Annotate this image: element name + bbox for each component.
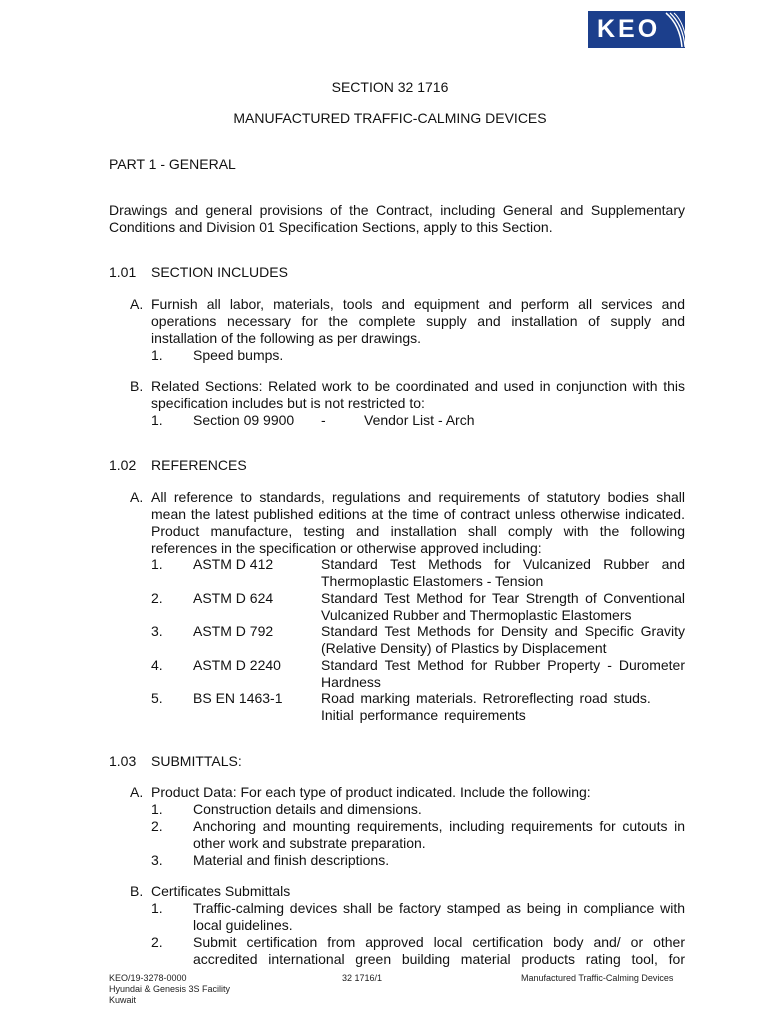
product-data-text: Product Data: For each type of product indicated. Include the following: — [151, 784, 591, 800]
part-heading: PART 1 - GENERAL — [109, 156, 236, 172]
reference-code: ASTM D 412 — [193, 556, 274, 572]
footer-project: Hyundai & Genesis 3S Facility — [109, 984, 231, 994]
reference-number: 3. — [151, 623, 163, 639]
list-number: 3. — [151, 852, 163, 868]
logo-text: KEO — [597, 15, 661, 43]
reference-code: ASTM D 792 — [193, 623, 274, 639]
section-1-02-number: 1.02 — [109, 457, 137, 473]
reference-code: ASTM D 2240 — [193, 657, 281, 673]
section-1-01-title: SECTION INCLUDES — [151, 264, 288, 280]
list-item-text: Speed bumps. — [193, 347, 284, 363]
footer-doc-number: KEO/19-3278-0000 — [109, 973, 187, 983]
related-section-code: Section 09 9900 — [193, 412, 295, 428]
reference-number: 1. — [151, 556, 163, 572]
list-item-text: Material and finish descriptions. — [193, 852, 390, 868]
reference-title: Standard Test Method for Tear Strength of Conventional Vulcanized Rubber and Thermoplastic Elastomers — [321, 590, 685, 623]
reference-code: BS EN 1463-1 — [193, 690, 283, 706]
list-item-text: Traffic-calming devices shall be factory stamped as being in compliance with local guidelines. — [193, 900, 685, 933]
section-1-02-title: REFERENCES — [151, 457, 247, 473]
list-item-text: Anchoring and mounting requirements, including requirements for cutouts in other work and substrate preparation. — [193, 818, 685, 851]
reference-title: Standard Test Method for Rubber Property - Durometer Hardness — [321, 657, 685, 690]
certificates-heading: Certificates Submittals — [151, 883, 291, 899]
related-section-name: Vendor List - Arch — [364, 412, 475, 428]
footer-title: Manufactured Traffic-Calming Devices — [521, 973, 674, 983]
reference-title: Standard Test Methods for Vulcanized Rubber and Thermoplastic Elastomers - Tension — [321, 556, 685, 589]
section-1-01-number: 1.01 — [109, 264, 137, 280]
list-number: 1. — [151, 412, 163, 428]
item-a-text: Furnish all labor, materials, tools and equipment and perform all services and operations necessary for the complete supply and installation of supply and installation of the following as per drawings. — [151, 296, 685, 346]
list-number: 2. — [151, 818, 163, 834]
section-title: MANUFACTURED TRAFFIC-CALMING DEVICES — [233, 110, 547, 126]
item-letter: A. — [130, 489, 144, 505]
reference-number: 2. — [151, 590, 163, 606]
item-b-text: Related Sections: Related work to be coordinated and used in conjunction with this specification includes but is not restricted to: — [151, 378, 685, 411]
item-letter: A. — [130, 296, 144, 312]
list-number: 1. — [151, 801, 163, 817]
reference-title: Standard Test Methods for Density and Specific Gravity (Relative Density) of Plastics by Displacement — [321, 623, 685, 656]
list-number: 1. — [151, 900, 163, 916]
footer-page-number: 32 1716/1 — [342, 973, 383, 983]
section-1-03-number: 1.03 — [109, 753, 137, 769]
item-letter: B. — [130, 378, 144, 394]
keo-logo — [588, 11, 685, 48]
list-number: 1. — [151, 347, 163, 363]
references-text: All reference to standards, regulations and requirements of statutory bodies shall mean the latest published editions at the time of contract unless otherwise indicated. Product manufacture, testing and installation shall comply with the following references in the specification or otherwise approved including: — [151, 489, 685, 556]
section-number: SECTION 32 1716 — [331, 79, 449, 95]
reference-title: Road marking materials. Retroreflecting road studs. Initial performance requirements — [321, 690, 651, 723]
footer-location: Kuwait — [109, 995, 137, 1005]
logo-swoosh-icon — [588, 11, 685, 48]
intro-paragraph: Drawings and general provisions of the Contract, including General and Supplementary Conditions and Division 01 Specification Sections, apply to this Section. — [109, 202, 685, 235]
related-section-dash: - — [321, 412, 326, 428]
item-letter: B. — [130, 883, 144, 899]
reference-code: ASTM D 624 — [193, 590, 274, 606]
list-item-text: Construction details and dimensions. — [193, 801, 422, 817]
reference-number: 4. — [151, 657, 163, 673]
list-item-text: Submit certification from approved local certification body and/ or other accredited international green building material products rating tool, for — [193, 934, 685, 967]
section-1-03-title: SUBMITTALS: — [151, 753, 242, 769]
item-letter: A. — [130, 784, 144, 800]
reference-number: 5. — [151, 690, 163, 706]
list-number: 2. — [151, 934, 163, 950]
